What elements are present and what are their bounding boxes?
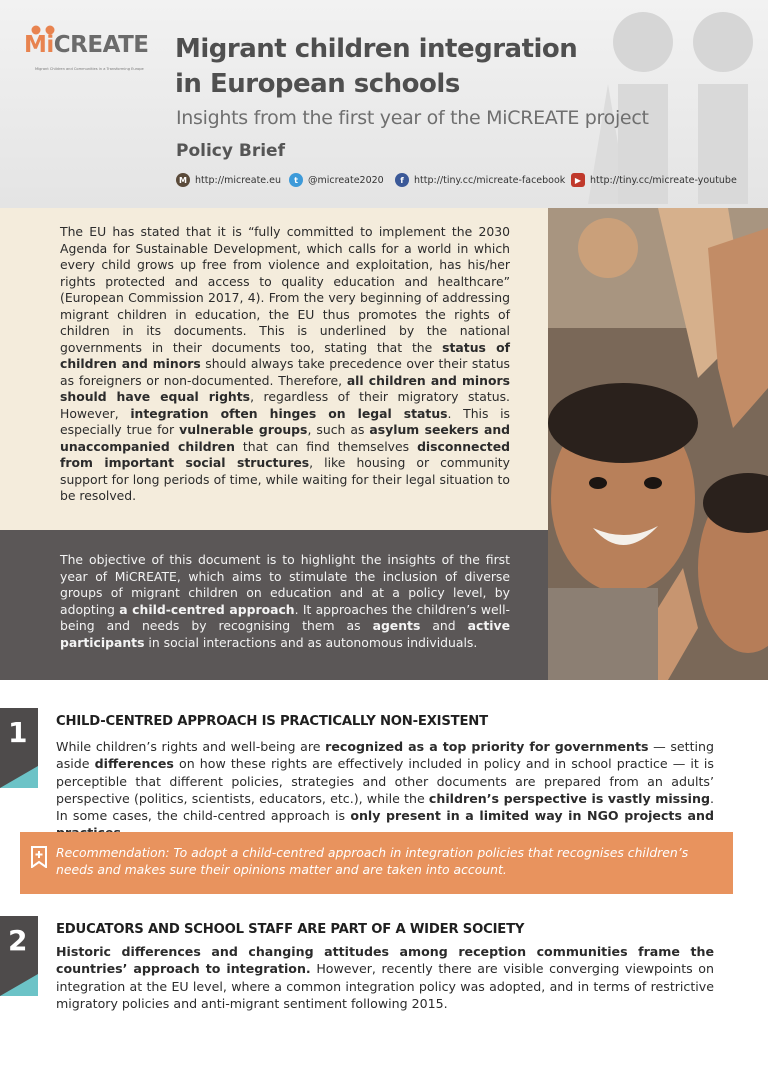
page-subtitle: Insights from the first year of the MiCREATE project <box>176 107 649 129</box>
section2-number-tab <box>0 916 38 996</box>
intro-paragraph: The EU has stated that it is “fully committed to implement the 2030 Agenda for Sustainable Development, which calls for a world in which every child grows up free from violence and exploitation, has his/her rights protected and access to quality education and healthcare” (European Commission 2017, 4). From the very beginning of addressing migrant children in education, the EU thus promotes the rights of children in its documents. This is underlined by the national governments in their documents too, stating that the status of children and minors should always take precedence over their status as foreigners or non-documented. Therefore, all children and minors should have equal rights, regardless of their migratory status. However, integration often hinges on legal status. This is especially true for vulnerable groups, such as asylum seekers and unaccompanied children that can find themselves disconnected from important social structures, like housing or community support for long periods of time, while waiting for their legal situation to be resolved. <box>60 224 511 503</box>
children-photo-illustration <box>548 208 768 680</box>
section1-title: CHILD-CENTRED APPROACH IS PRACTICALLY NON-EXISTENT <box>56 714 488 729</box>
document-label: Policy Brief <box>176 141 285 161</box>
recommendation-box <box>20 832 733 894</box>
section2-number: 2 <box>8 924 28 957</box>
page-title-line1: Migrant children integration <box>175 34 578 64</box>
section1-tab-corner <box>0 766 38 788</box>
logo-wordmark: MiCREATE <box>24 32 149 58</box>
youtube-icon: ▶ <box>571 173 585 187</box>
link-twitter[interactable] <box>289 172 384 188</box>
page-title-line2: in European schools <box>175 69 460 99</box>
link-facebook-text: http://tiny.cc/micreate-facebook <box>414 174 566 186</box>
link-website-text: http://micreate.eu <box>195 174 282 186</box>
bookmark-plus-icon <box>30 846 48 868</box>
objective-paragraph: The objective of this document is to highlight the insights of the first year of MiCREATE, which aims to stimulate the inclusion of diverse groups of migrant children on education and at a policy level, by adopting a child-centred approach. It approaches the children’s well-being and needs by recognising them as agents and active participants in social interactions and as autonomous individuals. <box>60 552 510 650</box>
twitter-icon: t <box>289 173 303 187</box>
intro-block <box>0 208 548 530</box>
social-links <box>176 172 766 188</box>
section1-number: 1 <box>8 716 28 749</box>
link-facebook[interactable] <box>395 172 565 188</box>
header <box>0 0 768 208</box>
section1-number-tab <box>0 708 38 788</box>
section2-paragraph: Historic differences and changing attitudes among reception communities frame the countries’ approach to integration. However, recently there are visible converging viewpoints on integration at the EU level, where a common integration policy was adopted, and in terms of restrictive migratory policies and anti-migrant sentiment following 2015. <box>56 944 714 1011</box>
section2-tab-corner <box>0 974 38 996</box>
section1-paragraph: While children’s rights and well-being are recognized as a top priority for governments — setting aside differences on how these rights are effectively included in policy and in school practice — it is perceptible that different policies, strategies and other documents are prepared from an adults’ perspective (politics, scientists, educators, etc.), while the children’s perspective is vastly missing. In some cases, the child-centred approach is only present in a limited way in NGO projects and <box>56 739 715 824</box>
micreate-icon: M <box>176 173 190 187</box>
link-twitter-text: @micreate2020 <box>308 174 384 186</box>
recommendation-text: Recommendation: To adopt a child-centred approach in integration policies that recognises children’s needs and makes sure their opinions matter and are taken into account. <box>56 845 689 878</box>
link-website[interactable] <box>176 172 281 188</box>
facebook-icon: f <box>395 173 409 187</box>
children-photo <box>548 208 768 680</box>
objective-block <box>0 530 548 680</box>
link-youtube-text: http://tiny.cc/micreate-youtube <box>590 174 737 186</box>
micreate-logo[interactable] <box>24 24 164 84</box>
link-youtube[interactable] <box>571 172 737 188</box>
logo-tagline: Migrant Children and Communities in a Transforming Europe <box>35 67 144 71</box>
section2-title: EDUCATORS AND SCHOOL STAFF ARE PART OF A WIDER SOCIETY <box>56 922 525 937</box>
